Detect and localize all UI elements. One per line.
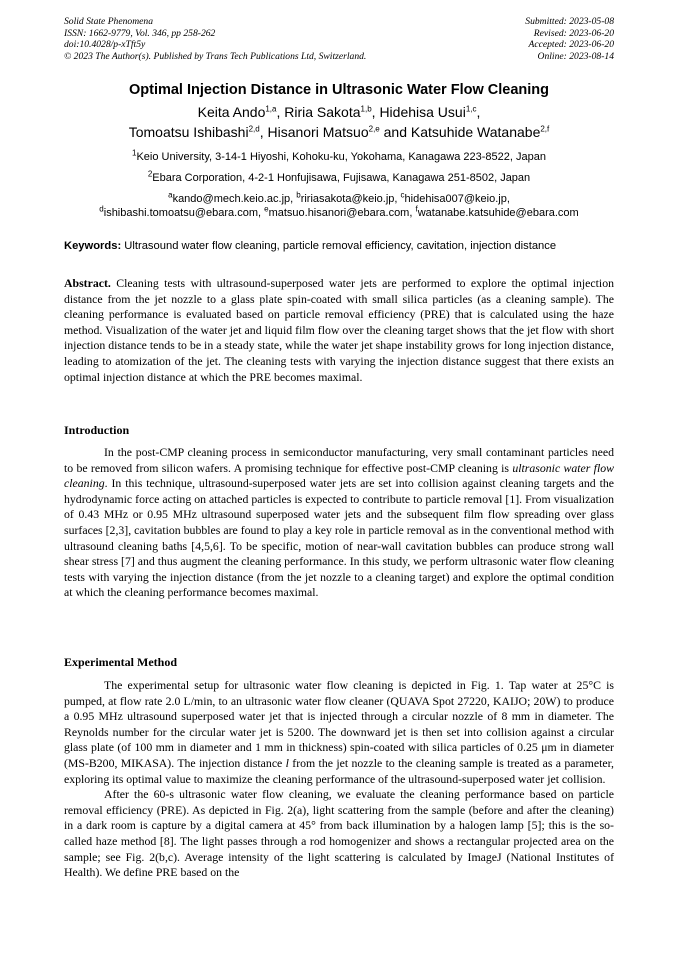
affiliation-1 [0,150,678,165]
affiliation-text: Ebara Corporation, 4-2-1 Honfujisawa, Fujisawa, Kanagawa 251-8502, Japan [152,172,531,184]
journal-info [64,16,366,62]
keywords [64,240,616,252]
affiliation-text: Keio University, 3-14-1 Hiyoshi, Kohoku-ku, Yokohama, Kanagawa 223-8522, Japan [136,151,546,163]
issn-line: ISSN: 1662-9779, Vol. 346, pp 258-262 [64,27,216,39]
email-sup: f [415,204,418,214]
affiliation-2 [0,171,678,186]
affiliation-sup: 1 [132,148,137,158]
author-name: Keita Ando [197,104,266,120]
journal-name: Solid State Phenomena [64,16,153,27]
paragraph-text: In the post-CMP cleaning process in semiconductor manufacturing, very small contaminant particles need to be removed from silicon wafers. A promising technique for effective post-CMP cleaning is [64,445,614,475]
email-sup: a [168,190,173,200]
author-name: Hisanori Matsuo [267,124,369,140]
keywords-text: Ultrasound water flow cleaning, particle removal efficiency, cavitation, injection distance [121,240,557,252]
separator: , [259,124,268,140]
separator: , [276,104,285,120]
email-address: watanabe.katsuhide@ebara.com [417,207,579,219]
paragraph-text: The experimental setup for ultrasonic water flow cleaning is depicted in Fig. 1. Tap water at 25°C is pumped, at flow rate 2.0 L/min, to an ultrasonic water flow cleaner (QUAVA Spot 27220, KAIJO; 20W) to produce a 0.95 MHz ultrasound superposed water jet that is injected through a circular nozzle of 8 mm in diameter. The Reynolds number for the circular water jet is 5200. The downward jet is then set into collision against a circular glass plate (of 100 mm in diameter and 1 mm in thickness) spin-coated with silica particles of 0.25 μm in diameter (MS-B200, MIKASA). The injection distance [64,678,614,770]
emphasis: l [285,755,289,770]
separator: , [371,104,380,120]
author-line-1 [0,102,678,122]
paragraph [64,787,614,881]
publication-dates [525,16,614,62]
email-sup: d [99,204,104,214]
email-line-2 [0,206,678,221]
emphasis: ultrasonic water flow cleaning [64,460,615,491]
paragraph [64,445,614,601]
author-name: Katsuhide Watanabe [410,124,541,140]
email-sup: e [264,204,269,214]
email-sup: b [296,190,301,200]
abstract [64,276,614,385]
copyright-line: © 2023 The Author(s). Published by Trans Tech Publications Ltd, Switzerland. [64,50,367,62]
accepted-date: Accepted: 2023-06-20 [528,39,614,51]
author-sup: 2,f [540,124,550,134]
author-list [0,102,678,142]
section-heading-introduction: Introduction [64,423,130,437]
keywords-label: Keywords: [64,240,122,252]
author-sup: 2,d [248,124,260,134]
online-date: Online: 2023-08-14 [537,50,614,62]
author-sup: 1,b [360,104,372,114]
paragraph-text: After the 60-s ultrasonic water flow cleaning, we evaluate the cleaning performance based on particle removal efficiency (PRE). As depicted in Fig. 2(a), light scattering from the sample (before and after the cleaning) in a dark room is capture by a digital camera at 45° from back illumination by a halogen lamp [5]; this is the so-called haze method [8]. The light passes through a rod homogenizer and shows a rectangular projected area on the sample; see Fig. 2(b,c). Average intensity of the light scattering is calculated by ImageJ (National Institutes of Health). We define PRE based on the [64,787,614,880]
email-address: matsuo.hisanori@ebara.com, [268,207,416,219]
separator: , [476,104,481,120]
author-name: Tomoatsu Ishibashi [128,124,249,140]
revised-date: Revised: 2023-06-20 [533,27,614,39]
abstract-text: Cleaning tests with ultrasound-superposed water jets are performed to explore the optimal injection distance from the jet nozzle to a glass plate spin-coated with small silica particles (as a cleaning sample). The cleaning performance is evaluated based on particle removal efficiency (PRE) that is calculated using the haze method. Visualization of the water jet and liquid film flow over the cleaning target shows that the jet flow with short injection distance tends to be in a steady state, while the water jet shape instability grows for long injection distance, leading to atomization of the jet. The cleaning tests with varying the injection distance suggest that there exists an optimal injection distance at which the PRE becomes maximal. [64,276,614,384]
method-body [64,678,614,881]
author-line-2 [0,122,678,142]
paragraph-text: from the jet nozzle to the cleaning sample is treated as a parameter, exploring its optimal value to maximize the cleaning performance of the ultrasound-superposed water jet collision. [64,755,614,786]
author-name: Riria Sakota [284,104,361,120]
paragraph [64,678,614,787]
author-sup: 1,c [465,104,477,114]
section-heading-method: Experimental Method [64,655,177,669]
email-address: ririasakota@keio.jp, [300,193,401,205]
email-address: ishibashi.tomoatsu@ebara.com, [103,207,265,219]
introduction-body [64,445,614,601]
email-address: kando@mech.keio.ac.jp, [172,193,297,205]
email-address: hidehisa007@keio.jp, [404,193,510,205]
abstract-label: Abstract. [64,276,111,290]
conjunction: and [379,124,411,140]
affiliation-sup: 2 [147,169,153,179]
paper-title: Optimal Injection Distance in Ultrasonic Water Flow Cleaning [128,82,550,98]
author-name: Hidehisa Usui [379,104,466,120]
paragraph-text: . In this technique, ultrasound-superposed water jets are set into collision against cleaning targets and the hydrodynamic force acting on attached particles is expected to contribute to particle removal [1]. From visualization of 0.43 MHz or 0.95 MHz ultrasound superposed water jets and the subsequent film flow spreading over glass surfaces [2,3], cavitation bubbles are found to play a key role in particle removal as in the conventional method with ultrasound cleaning baths [4,5,6]. To be specific, motion of near-wall cavitation bubbles can produce strong wall shear stress [7] and thus augment the cleaning performance. In this study, we perform ultrasonic water flow cleaning tests with varying the injection distance (from the jet nozzle to a cleaning target) and explore the optimal condition at which the cleaning performance becomes maximal. [64,476,614,600]
submitted-date: Submitted: 2023-05-08 [525,16,614,27]
doi-line: doi:10.4028/p-xTft5y [64,39,146,51]
email-sup: c [400,190,405,200]
author-sup: 1,a [265,104,277,114]
author-sup: 2,e [368,124,380,134]
